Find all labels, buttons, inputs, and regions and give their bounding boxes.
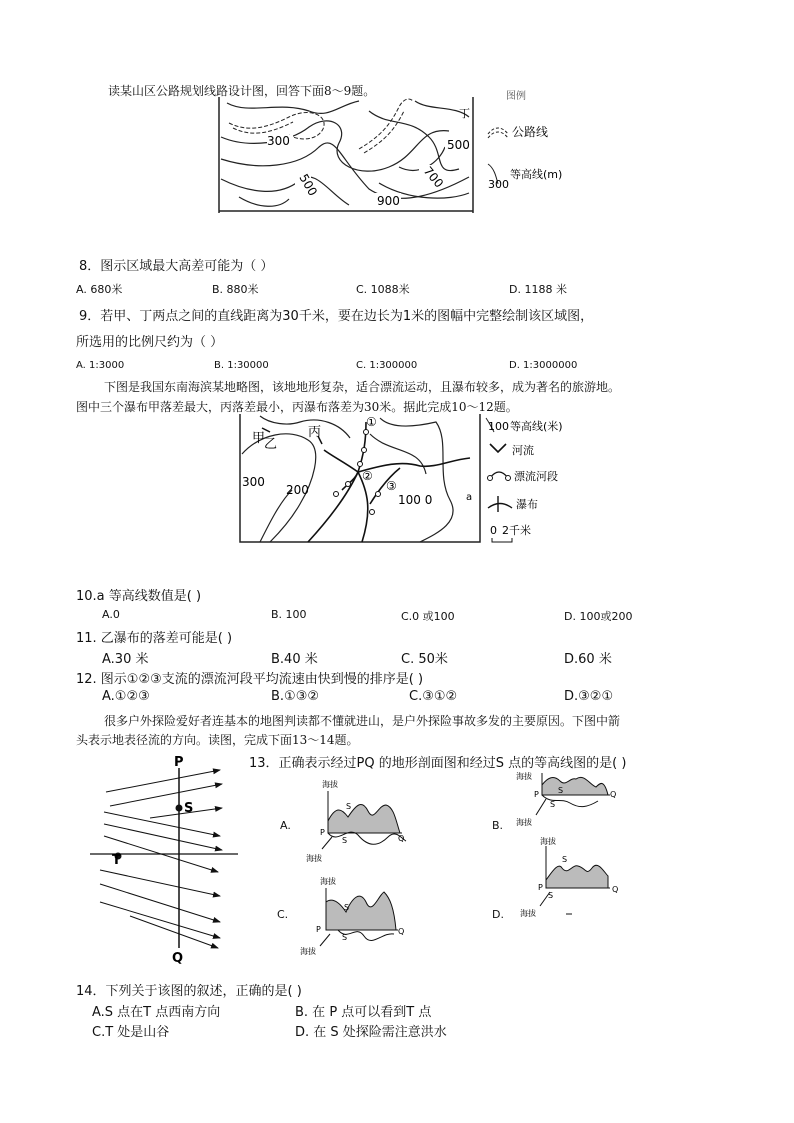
legend-scale-label: 2千米 — [502, 524, 531, 537]
q14-stem: 14．下列关于该图的叙述，正确的是( ) — [76, 984, 302, 999]
altitude-label: 海拔 — [516, 818, 532, 827]
legend-rafting-label: 漂流河段 — [514, 470, 558, 483]
profile-shape — [546, 865, 608, 888]
q9-stem-line2: 所选用的比例尺约为（ ） — [76, 335, 224, 350]
rafting-point — [358, 462, 363, 467]
rafting-point — [376, 492, 381, 497]
q13-option-d[interactable]: D. — [492, 908, 504, 921]
legend-title-cut: 图例 — [506, 91, 526, 102]
q13-stem: 13．正确表示经过PQ 的地形剖面图和经过S 点的等高线图的是( ) — [249, 756, 627, 771]
section2-intro-line2: 图中三个瀑布甲落差最大，丙落差最小，丙瀑布落差为30米。据此完成10～12题。 — [76, 400, 518, 414]
scale-bar — [492, 538, 512, 542]
q13-option-c[interactable]: C. — [277, 908, 289, 921]
q10-option-c[interactable]: C.0 或100 — [401, 610, 455, 623]
circled-3: ③ — [386, 479, 397, 493]
contour-label: 300 — [267, 134, 290, 148]
q14-option-d[interactable]: D. 在 S 处探险需注意洪水 — [295, 1025, 447, 1040]
p-label: P — [316, 925, 321, 934]
q11-option-a[interactable]: A.30 米 — [102, 652, 149, 667]
rafting-point — [334, 492, 339, 497]
q-label: Q — [398, 927, 405, 936]
s-label: S — [562, 855, 568, 864]
s-label: S — [342, 836, 348, 845]
circled-1: ① — [366, 415, 377, 429]
runoff-arrow — [100, 884, 220, 922]
profile-c[interactable] — [298, 872, 408, 966]
q11-stem: 11. 乙瀑布的落差可能是( ) — [76, 631, 233, 646]
section3-intro-line2: 头表示地表径流的方向。读图，完成下面13～14题。 — [76, 733, 359, 747]
q10-option-b[interactable]: B. 100 — [271, 608, 307, 621]
p-label: P — [320, 828, 325, 837]
profile-shape — [542, 777, 608, 795]
q11-option-d[interactable]: D.60 米 — [564, 652, 612, 667]
rafting-point — [364, 430, 369, 435]
q12-option-d[interactable]: D.③②① — [564, 689, 614, 704]
runoff-arrow — [100, 902, 220, 938]
s-label: S — [342, 933, 348, 942]
road-map-legend — [484, 92, 574, 192]
s-label: S — [344, 903, 350, 912]
contour-label: 200 — [286, 483, 309, 497]
runoff-arrow — [106, 770, 220, 792]
point-s-dot — [176, 805, 183, 812]
q8-option-d[interactable]: D. 1188 米 — [509, 283, 567, 296]
q12-option-a[interactable]: A.①②③ — [102, 689, 150, 704]
road-contour-map — [219, 97, 473, 213]
q11-option-b[interactable]: B.40 米 — [271, 652, 318, 667]
altitude-label: 海拔 — [300, 947, 316, 956]
runoff-arrow — [130, 916, 218, 948]
section3-intro-line1: 很多户外探险爱好者连基本的地图判读都不懂就进山，是户外探险事故多发的主要原因。下图中箭 — [104, 714, 621, 728]
rafting-point — [362, 448, 367, 453]
profile-a[interactable] — [302, 775, 412, 867]
q8-option-c[interactable]: C. 1088米 — [356, 283, 410, 296]
q10-option-d[interactable]: D. 100或200 — [564, 610, 633, 623]
altitude-label: 海拔 — [540, 837, 556, 846]
legend-waterfall-label: 瀑布 — [516, 498, 538, 511]
contour-label: 900 — [377, 194, 400, 208]
contour-label: 500 — [447, 138, 470, 152]
q-label: Q — [610, 790, 617, 799]
q13-option-a[interactable]: A. — [280, 819, 291, 832]
q12-option-b[interactable]: B.①③② — [271, 689, 320, 704]
runoff-arrow — [104, 812, 220, 836]
s-label: S — [346, 802, 352, 811]
q9-stem: 9．若甲、丁两点之间的直线距离为30千米，要在边长为1米的图幅中完整绘制该区域图， — [79, 309, 594, 324]
contour-label-a: a — [466, 492, 473, 503]
q9-option-a[interactable]: A. 1:3000 — [76, 360, 125, 371]
rafting-point — [346, 482, 351, 487]
p-label: P — [534, 790, 539, 799]
profile-shape — [328, 804, 400, 833]
lower-axis — [536, 799, 546, 815]
q11-option-c[interactable]: C. 50米 — [401, 652, 448, 667]
map-label-jia: 甲 — [252, 431, 266, 446]
legend-scale-zero: 0 — [490, 524, 497, 537]
q8-stem: 8．图示区域最大高差可能为（ ） — [79, 259, 274, 274]
map-label-yi: 乙 — [264, 437, 278, 452]
contour-label: 300 — [242, 475, 265, 489]
p-label: P — [538, 883, 543, 892]
waterfall-legend-icon — [488, 496, 512, 512]
label-q: Q — [172, 951, 184, 966]
contour-label: 100 0 — [398, 493, 433, 507]
q14-option-c[interactable]: C.T 处是山谷 — [92, 1025, 170, 1040]
q-label: Q — [612, 885, 619, 894]
legend-contour-label: 等高线(m) — [510, 168, 563, 181]
section2-intro-line1: 下图是我国东南海滨某地略图，该地地形复杂，适合漂流运动，且瀑布较多，成为著名的旅游地。 — [104, 380, 621, 394]
q10-option-a[interactable]: A.0 — [102, 608, 120, 621]
q8-option-b[interactable]: B. 880米 — [212, 283, 259, 296]
q-label: Q — [398, 834, 405, 843]
altitude-label: 海拔 — [516, 772, 532, 781]
section1-intro: 读某山区公路规划线路设计图，回答下面8～9题。 — [108, 84, 376, 98]
altitude-label: 海拔 — [520, 909, 536, 918]
river-legend-icon — [490, 444, 506, 452]
q14-option-a[interactable]: A.S 点在T 点西南方向 — [92, 1005, 221, 1020]
altitude-label: 海拔 — [322, 780, 338, 789]
map-label-bing: 丙 — [308, 425, 322, 440]
q8-option-a[interactable]: A. 680米 — [76, 283, 123, 296]
runoff-arrow — [100, 870, 220, 896]
label-t: T — [112, 853, 121, 868]
s-label: S — [548, 891, 554, 900]
profile-b[interactable] — [512, 767, 622, 835]
legend-road-label: 公路线 — [512, 125, 549, 139]
legend-contour-label: 等高线(米) — [510, 420, 563, 433]
map-label-ding: 丁 — [459, 107, 470, 120]
runoff-arrow — [104, 824, 222, 850]
contour-curve — [328, 832, 406, 844]
runoff-arrow — [110, 784, 222, 806]
q13-option-b[interactable]: B. — [492, 819, 504, 832]
q10-stem: 10.a 等高线数值是( ) — [76, 589, 202, 604]
s-label: S — [550, 800, 556, 809]
q9-option-b[interactable]: B. 1:30000 — [214, 360, 269, 371]
label-s: S — [184, 801, 194, 816]
circled-2: ② — [362, 469, 373, 483]
contour-label: 500 — [296, 171, 320, 199]
q9-option-d[interactable]: D. 1:3000000 — [509, 360, 578, 371]
rafting-point — [370, 510, 375, 515]
legend-contour-value: 100 — [488, 420, 509, 433]
profile-d[interactable] — [516, 832, 626, 926]
q9-option-c[interactable]: C. 1:300000 — [356, 360, 418, 371]
contour-label: 700 — [420, 163, 447, 191]
legend-contour-value: 300 — [488, 178, 509, 191]
altitude-label: 海拔 — [306, 854, 322, 863]
q12-stem: 12. 图示①②③支流的漂流河段平均流速由快到慢的排序是( ) — [76, 672, 424, 687]
legend-river-label: 河流 — [512, 444, 534, 457]
q14-option-b[interactable]: B. 在 P 点可以看到T 点 — [295, 1005, 432, 1020]
profile-shape — [326, 892, 396, 930]
q12-option-c[interactable]: C.③①② — [409, 689, 458, 704]
altitude-label: 海拔 — [320, 877, 336, 886]
label-p: P — [174, 755, 184, 770]
runoff-diagram — [90, 752, 240, 966]
lower-axis — [320, 934, 330, 946]
road-legend-icon — [488, 128, 508, 134]
s-label: S — [558, 786, 564, 795]
coastal-map — [240, 414, 480, 544]
lower-axis — [322, 837, 332, 849]
coastal-map-legend — [484, 416, 584, 544]
